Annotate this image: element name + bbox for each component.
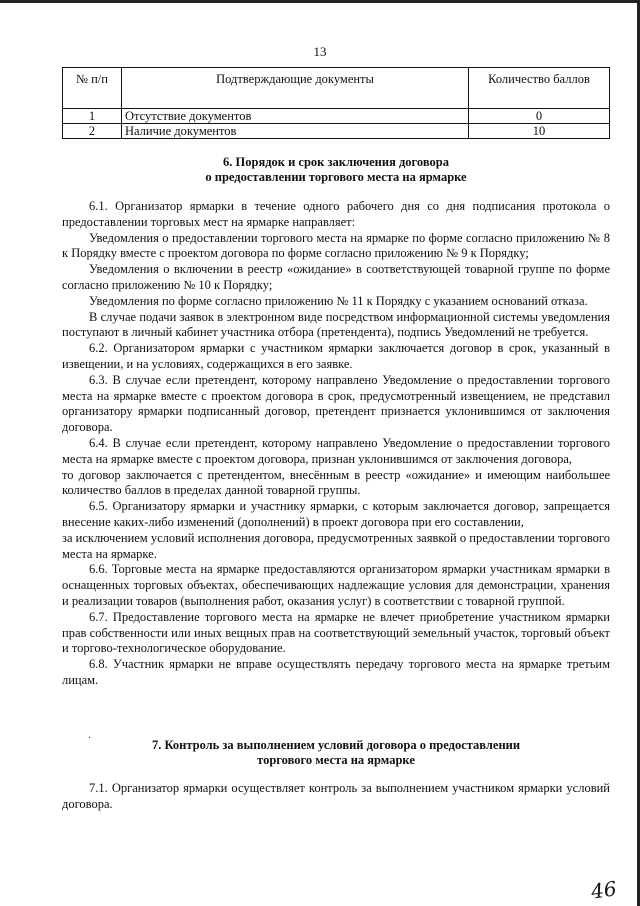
section-6-title: 6. Порядок и срок заключения договора о предоставлении торгового места на ярмарке xyxy=(205,155,467,184)
scan-speck: · xyxy=(88,733,92,744)
documents-score-table xyxy=(62,67,610,139)
paragraph: за исключением условий исполнения договора, предусмотренных заявкой о предоставлении торгового места на ярмарке. xyxy=(62,530,610,561)
row-score: 0 xyxy=(469,109,610,124)
header-score: Количество баллов xyxy=(469,68,610,109)
paragraph: 7.1. Организатор ярмарки осуществляет контроль за выполнением участником ярмарки условий договора. xyxy=(62,781,610,811)
paragraph: 6.4. В случае если претендент, которому направлено Уведомление о предоставлении торгового места на ярмарке вместе с проектом договора, признан уклонившимся от заключения договора, xyxy=(62,435,610,466)
paragraph: 6.5. Организатору ярмарки и участнику ярмарки, с которым заключается договор, запрещается внесение каких-либо изменений (дополнений) в проект договора при его составлении, xyxy=(62,499,610,529)
table-header-row xyxy=(63,68,610,109)
paragraph: Уведомления по форме согласно приложению № 11 к Порядку с указанием оснований отказа. xyxy=(89,293,588,308)
section-6-body xyxy=(62,199,610,689)
paragraph: Уведомления о включении в реестр «ожидание» в соответствующей товарной группе по форме согласно приложению № 10 к Порядку; xyxy=(62,262,610,292)
row-document: Наличие документов xyxy=(122,124,469,139)
paragraph: 6.8. Участник ярмарки не вправе осуществлять передачу торгового места на ярмарке третьим лицам. xyxy=(62,657,610,687)
scan-border-top xyxy=(0,0,640,3)
paragraph: 6.2. Организатором ярмарки с участником ярмарки заключается договор в срок, указанный в извещении, и на условиях, содержащихся в его заявке. xyxy=(62,341,610,371)
paragraph: 6.1. Организатор ярмарки в течение одного рабочего дня со дня подписания протокола о предоставлении торговых мест на ярмарке направляет: xyxy=(62,199,610,229)
table-row xyxy=(63,109,610,124)
paragraph: В случае подачи заявок в электронном виде посредством информационной системы уведомления поступают в личный кабинет участника отбора (претендента), подпись Уведомлений не требуется. xyxy=(62,309,610,340)
handwritten-page-number: 46 xyxy=(589,876,618,904)
section-7-title: 7. Контроль за выполнением условий договора о предоставлении торгового места на ярмарке xyxy=(151,738,521,767)
row-number: 1 xyxy=(63,109,122,124)
row-number: 2 xyxy=(63,124,122,139)
table-row xyxy=(63,124,610,139)
paragraph: 6.3. В случае если претендент, которому направлено Уведомление о предоставлении торгового места на ярмарке вместе с проектом договора в срок, предусмотренный извещением, не представил организатору ярмарки подписанный договор, претендент признается уклонившимся от заключения договора. xyxy=(62,372,610,435)
paragraph: 6.6. Торговые места на ярмарке предоставляются организатором ярмарки участникам ярмарки в оснащенных торговых объектах, обеспечивающих надлежащие условия для демонстрации, хранения и реализации товаров (выполнения работ, оказания услуг) в соответствии с товарной группой. xyxy=(62,562,610,608)
section-7-body xyxy=(62,781,610,813)
paragraph: 6.7. Предоставление торгового места на ярмарке не влечет приобретение участником ярмарки прав собственности или иных вещных прав на соответствующий земельный участок, торговый объект и торгово-технологическое оборудование. xyxy=(62,609,610,656)
page-number: 13 xyxy=(313,44,327,59)
paragraph: Уведомления о предоставлении торгового места на ярмарке по форме согласно приложению № 8 к Порядку вместе с проектом договора по форме согласно приложению № 9 к Порядку; xyxy=(62,230,610,261)
paragraph: то договор заключается с претендентом, внесённым в реестр «ожидание» и имеющим наибольшее количество баллов в пределах данной товарной группы. xyxy=(62,467,610,498)
row-score: 10 xyxy=(469,124,610,139)
row-document: Отсутствие документов xyxy=(122,109,469,124)
header-documents: Подтверждающие документы xyxy=(122,68,469,109)
header-number: № п/п xyxy=(63,68,122,109)
